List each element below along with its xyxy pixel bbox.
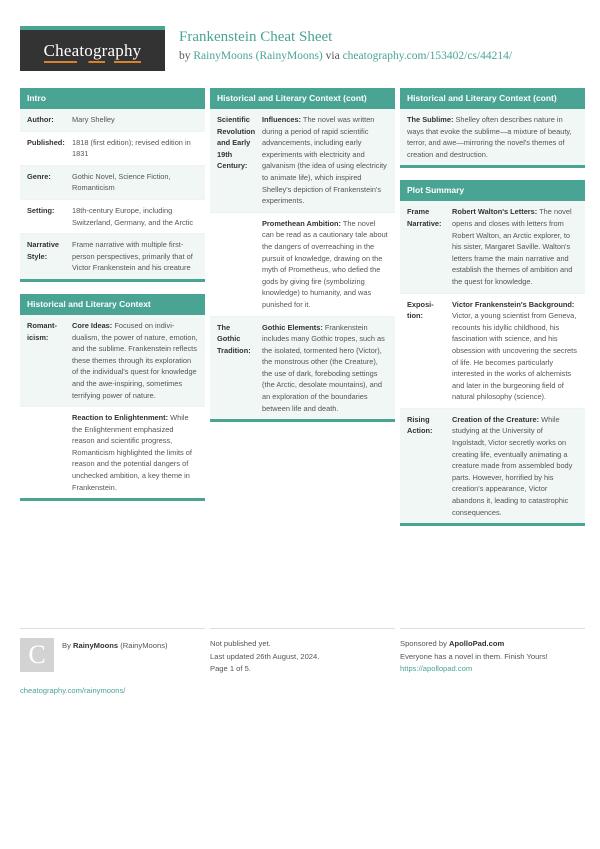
footer-by-label: By [62, 641, 73, 650]
columns-container [20, 88, 580, 538]
table-row [20, 132, 205, 166]
cheatography-logo[interactable] [20, 26, 165, 71]
row-lead: Influences: [262, 115, 302, 124]
row-key: Narrative Style: [27, 240, 60, 261]
row-value-cell [258, 317, 395, 420]
card-title: Historical and Literary Context (cont) [210, 88, 395, 109]
row-lead: Robert Walton's Letters: [452, 207, 538, 217]
row-value: Focused on individualism, the power of nature, emotion, and the sublime. Frankenstein reflects these themes through its exploration of the individual's quest for knowledge and the awe-inspiring, sometimes terrifying power of nature. [72, 320, 198, 400]
row-lead: Core Ideas: [72, 320, 113, 330]
row-value-cell [68, 132, 205, 165]
title-block [179, 26, 512, 63]
row-value: 18th-century Europe, including Switzerland, Germany, and the Arctic [72, 205, 194, 227]
row-lead: The Sublime: [407, 115, 454, 124]
last-updated: Last updated 26th August, 2024. [210, 651, 320, 661]
row-lead: Reaction to Enlightenment: [72, 413, 169, 423]
row-value: The novel can be read as a cautionary tale about the dangers of overreaching in the pursuit of knowledge, drawing on the myth of Prometheus, who defied the gods by giving fire (symbolizing knowledge) to humanity, and was punished for it. [262, 218, 388, 309]
footer-sponsor-column [400, 628, 585, 698]
row-key: Published: [27, 137, 65, 147]
row-key: Setting: [27, 205, 55, 215]
column-2 [210, 88, 395, 434]
row-value-cell [448, 294, 585, 408]
logo-text: Cheatography [44, 41, 142, 61]
table-row [400, 409, 585, 523]
sponsor-tagline: Everyone has a novel in them. Finish Yours! [400, 651, 548, 661]
row-value-cell [258, 109, 395, 212]
row-value-cell [68, 407, 205, 498]
row-value-cell [68, 200, 205, 233]
byline-via: via [322, 50, 343, 62]
row-value-cell [68, 166, 205, 199]
table-row [20, 166, 205, 200]
table-row [210, 109, 395, 213]
row-lead: Promethean Ambition: [262, 218, 341, 228]
column-3 [400, 88, 585, 538]
row-key: Romanticism: [27, 320, 57, 342]
avatar: C [20, 638, 54, 672]
footer-publish-column [210, 628, 395, 698]
card [400, 180, 585, 526]
card [400, 88, 585, 168]
row-key [20, 407, 68, 498]
row-key: Genre: [27, 171, 51, 181]
row-value: Shelley often describes nature in ways that evoke the sublime—a mixture of beauty, terror, and awe—mirroring the novel's themes of creation and destruction. [407, 115, 572, 159]
footer-author-profile-link[interactable]: cheatography.com/rainymoons/ [20, 686, 126, 695]
row-value: The novel was written during a period of rapid scientific advancements, including early experiments with electricity and galvanism (the idea of using electricity to animate life), which inspired Shelley's depiction of Frankenstein's experiments. [262, 115, 387, 206]
row-value-cell [68, 234, 205, 279]
publish-status: Not published yet. [210, 639, 271, 648]
column-1 [20, 88, 205, 513]
card-title: Historical and Literary Context (cont) [400, 88, 585, 109]
table-row [400, 109, 585, 165]
source-url-link[interactable]: cheatography.com/153402/cs/44214/ [342, 50, 513, 62]
row-key [210, 213, 258, 316]
row-value: Gothic Novel, Science Fiction, Romanticism [72, 171, 171, 193]
author-link[interactable]: RainyMoons (RainyMoons) [193, 50, 323, 62]
row-value: While the Enlightenment emphasized reason and scientific progress, Romanticism highlighted the limits of reason and the potential dangers of unchecked ambition, a key theme in Frankenstein. [72, 413, 192, 492]
page-title: Frankenstein Cheat Sheet [179, 29, 333, 45]
row-content [400, 109, 585, 165]
table-row [20, 407, 205, 498]
footer-author [20, 638, 205, 672]
row-value: Frankenstein includes many Gothic tropes, such as the isolated, tormented hero (Victor), the monstrous other (the Creature), the use of dark, foreboding settings (the Arctic, desolate mountains), and an exploration of the boundaries between life and death. [262, 322, 385, 413]
table-row [20, 200, 205, 234]
page-info: Page 1 of 5. [210, 664, 251, 673]
footer-author-text [62, 638, 168, 653]
card-title: Historical and Literary Context [20, 294, 205, 315]
footer-author-name: RainyMoons [72, 641, 119, 650]
footer-author-column [20, 628, 205, 698]
table-row [210, 213, 395, 317]
table-row [210, 317, 395, 420]
card [20, 88, 205, 282]
card [210, 88, 395, 422]
table-row [400, 294, 585, 409]
logo-underline-decoration [44, 61, 142, 63]
sponsor-link[interactable]: https://apollopad.com [400, 664, 473, 673]
sponsor-line [400, 638, 585, 651]
sponsor-prefix: Sponsored by [400, 639, 449, 648]
card-title: Intro [20, 88, 205, 109]
byline [179, 49, 512, 63]
table-row [20, 109, 205, 132]
table-row [20, 234, 205, 279]
row-value-cell [448, 201, 585, 292]
sponsor-name: ApolloPad.com [448, 639, 505, 648]
row-value: 1818 (first edition); revised edition in 1831 [72, 137, 191, 159]
row-key: Exposition: [407, 299, 434, 321]
row-value: Mary Shelley [72, 115, 115, 124]
row-lead: Victor Frankenstein's Background: [452, 299, 575, 309]
row-value: Frame narrative with multiple first-person perspectives, primarily that of Victor Frankenstein and his creature [72, 240, 193, 273]
page-footer [20, 628, 580, 698]
row-value: Victor, a young scientist from Geneva, recounts his idyllic childhood, his fascination with science, and his obsession with uncovering the secrets of life. He becomes particularly interested in the works of alchemists and later in the burgeoning field of natural philosophy (science). [452, 311, 577, 402]
row-key: Frame Narrative: [407, 207, 442, 228]
row-value: The novel opens and closes with letters from Robert Walton, an Arctic explorer, to his sister, Margaret Saville. Walton's letters frame the main narrative and establish the themes of ambition and the quest for knowledge. [452, 207, 573, 286]
row-key: Rising Action: [407, 414, 433, 436]
row-lead: Gothic Elements: [262, 322, 323, 332]
card [20, 294, 205, 501]
page-header [20, 26, 580, 74]
row-value: While studying at the University of Ingolstadt, Victor secretly works on creating life, eventually animating a creature made from assembled body parts. However, horrified by his creation's appearance, Victor abandons it, leading to catastrophic consequences. [452, 414, 573, 517]
table-row [400, 201, 585, 293]
row-key: Scientific Revolution and Early 19th Century: [217, 115, 256, 171]
byline-prefix: by [179, 50, 194, 62]
table-row [20, 315, 205, 407]
row-value-cell [68, 109, 205, 131]
row-value-cell [68, 315, 205, 406]
row-lead: Creation of the Creature: [452, 414, 540, 424]
row-key: Author: [27, 115, 54, 124]
row-value-cell [448, 409, 585, 523]
footer-author-handle: (RainyMoons) [118, 641, 168, 650]
row-key: The Gothic Tradition: [217, 322, 251, 355]
row-value-cell [258, 213, 395, 316]
card-title: Plot Summary [400, 180, 585, 201]
